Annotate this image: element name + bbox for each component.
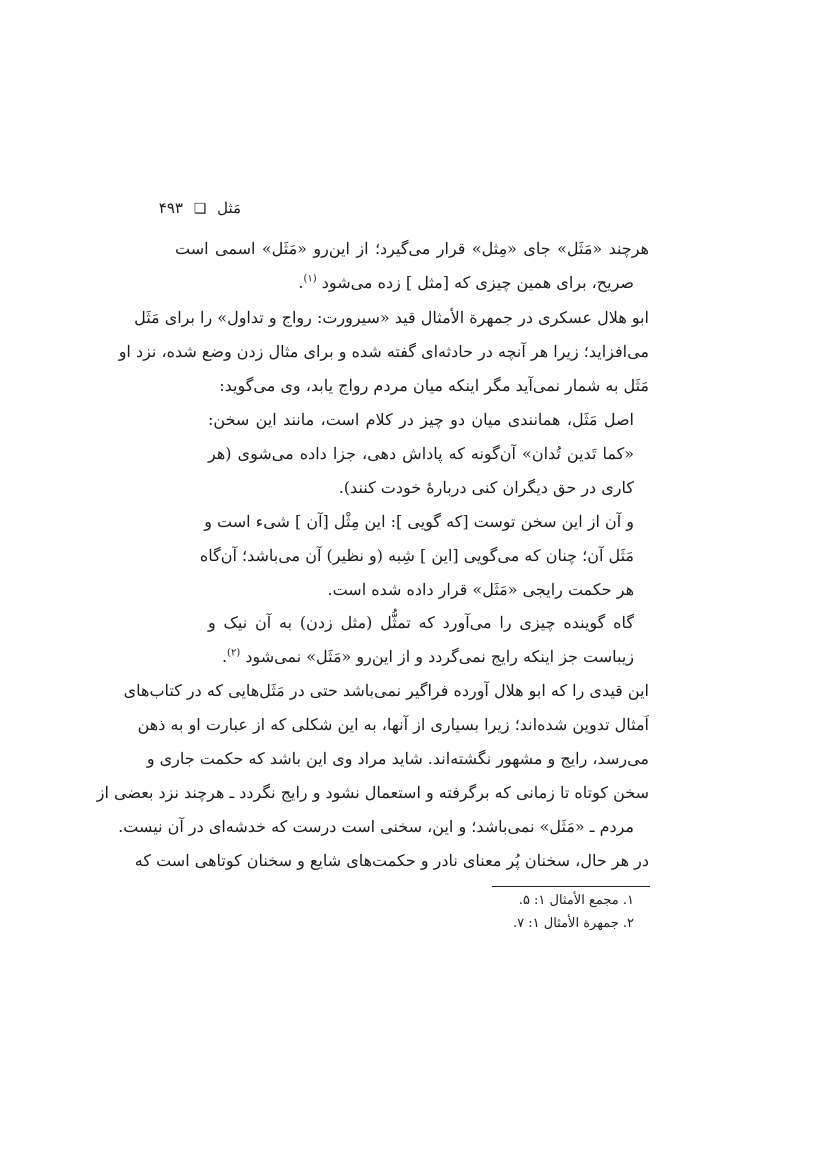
quote-line: مَثَل آن؛ چنان که می‌گویی [این ] شِبه (و نظیر) آن می‌باشد؛ آن‌گاه	[199, 546, 634, 565]
quote-line: و آن از این سخن توست [که گویی ]: این مِثْل [آن ] شیء است و	[204, 512, 634, 531]
footnote-ref: (۱)	[303, 273, 317, 285]
body-line: می‌رسد، رایج و مشهور نگشته‌اند. شاید مراد وی این باشد که حکمت جاری و	[146, 749, 649, 768]
body-line: هرچند «مَثَل» جای «مِثل» قرار می‌گیرد؛ از این‌رو «مَثَل» اسمی است	[175, 239, 649, 258]
body-line: اَمثال تدوین شده‌اند؛ زیرا بسیاری از آنها، به این شکلی که از عبارت او به ذهن	[137, 715, 649, 734]
body-line: این قیدی را که ابو هلال آورده فراگیر نمی‌باشد حتی در مَثَل‌هایی که در کتاب‌های	[123, 681, 649, 700]
body-line: در هر حال، سخنان پُر معنای نادر و حکمت‌های شایع و سخنان کوتاهی است که	[134, 851, 649, 870]
page-number: ۴۹۳	[158, 199, 183, 217]
body-line: ابو هلال عسکری در جمهرة الأمثال قید «سیرورت: رواج و تداول» را برای مَثَل	[134, 308, 649, 327]
quote-line: هر حکمت رایجی «مَثَل» قرار داده شده است.	[327, 580, 634, 599]
body-line: صریح، برای همین چیزی که [مثل ] زده می‌شود $^{(۱)}$.	[298, 273, 634, 292]
quote-line: کاری در حق دیگران کنی دربارهٔ خودت کنند).	[338, 478, 634, 497]
body-line: سخن کوتاه تا زمانی که برگرفته و استعمال نشود و رایج نگردد ـ هرچند نزد بعضی از	[96, 783, 649, 802]
quote-line: گاه گوینده چیزی را می‌آورد که تمثُّل (مثل زدن) به آن نیک و	[208, 613, 634, 632]
body-line: می‌افزاید؛ زیرا هر آنچه در حادثه‌ای گفته شده و برای مثال زدن وضع شده، نزد او	[118, 342, 649, 361]
quote-line: اصل مَثَل، همانندی میان دو چیز در کلام است، مانند این سخن:	[208, 410, 634, 429]
quote-line: زیباست جز اینکه رایج نمی‌گردد و از این‌رو «مَثَل» نمی‌شود $^{(۲)}$.	[221, 647, 634, 666]
square-separator-icon: ❑	[193, 201, 207, 217]
quote-line: «کما تَدین تُدان» آن‌گونه که پاداش دهی، جزا داده می‌شوی (هر	[208, 444, 634, 463]
footnote-divider	[492, 886, 650, 887]
footnote-ref: (۲)	[227, 647, 241, 659]
footnote: ۲. جمهرة الأمثال ۱: ۷.	[513, 916, 634, 931]
running-header	[101, 197, 241, 220]
body-line: مَثَل به شمار نمی‌آید مگر اینکه میان مردم رواج یابد، وی می‌گوید:	[219, 376, 649, 395]
footnote: ۱. مجمع الأمثال ۱: ۵.	[518, 893, 634, 908]
running-title: مَثل	[217, 199, 241, 217]
body-line: مردم ـ «مَثَل» نمی‌باشد؛ و این، سخنی است درست که خدشه‌ای در آن نیست.	[118, 817, 634, 836]
